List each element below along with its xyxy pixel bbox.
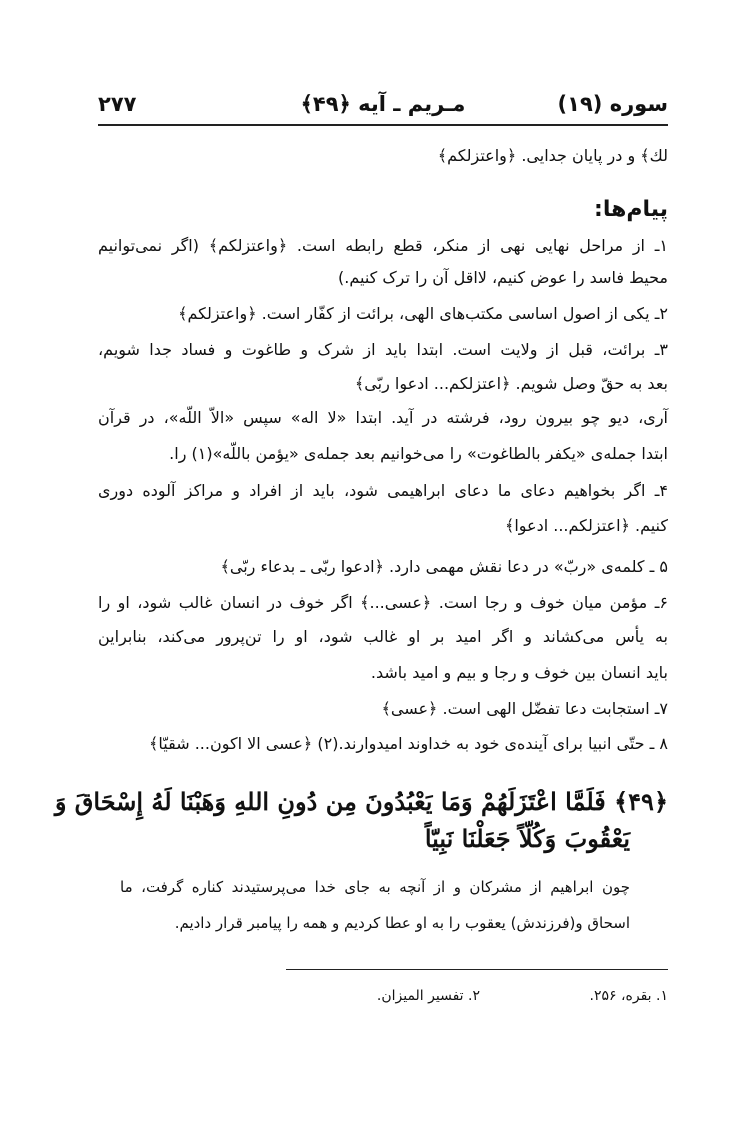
footnote-2: ۲. تفسير الميزان. xyxy=(376,988,480,1004)
message-line: كنيم. ﴿اعتزلكم... ادعوا﴾ xyxy=(504,516,668,535)
message-line: آرى، ديو چو بيرون رود، فرشته در آيد. ابتدا «لا اله» سپس «الاّ اللّه»، در قرآن xyxy=(98,408,668,427)
footnote-1: ۱. بقره، ۲۵۶. xyxy=(589,988,668,1004)
header-divider xyxy=(98,124,668,126)
header-title: مـريم ـ آيه ﴿۴۹﴾ xyxy=(300,92,466,116)
message-line: به يأس مى‌كشاند و اگر اميد بر او غالب شود، او را تن‌پرور مى‌كند، بنابراين xyxy=(98,627,668,646)
message-line: ۸ ـ حتّى انبيا براى آينده‌ى خود به خداوند اميدوارند.(۲) ﴿عسى الا اكون... شقيّا﴾ xyxy=(149,734,668,753)
message-line: ۵ ـ كلمه‌ى «ربّ» در دعا نقش مهمى دارد. ﴿ادعوا ربّى ـ بدعاء ربّى﴾ xyxy=(220,557,668,576)
message-line: ابتدا جمله‌ى «يكفر بالطاغوت» را مى‌خوانيم بعد جمله‌ى «يؤمن باللّه»(۱) را. xyxy=(169,444,668,463)
message-line: ۳ـ برائت، قبل از ولايت است. ابتدا بايد از شرک و طاغوت و فساد جدا شويم، xyxy=(98,340,668,359)
translation-line-2: اسحاق و(فرزندش) يعقوب را به او عطا كرديم و همه را پيامبر قرار داديم. xyxy=(174,914,630,932)
verse-line-1: ﴿۴۹﴾ فَلَمَّا اعْتَزَلَهُمْ وَمَا يَعْبُدُونَ مِن دُونِ اللهِ وَهَبْنَا لَهُ إِسْحَاقَ وَ xyxy=(54,787,668,816)
intro-line: لك﴾ و در پايان جدايى. ﴿واعتزلكم﴾ xyxy=(437,146,668,165)
message-line: بعد به حقّ وصل شويم. ﴿اعتزلكم... ادعوا ربّى﴾ xyxy=(354,374,668,393)
message-line: ۱ـ از مراحل نهايى نهى از منكر، قطع رابطه است. ﴿واعتزلكم﴾ (اگر نمى‌توانيم xyxy=(98,236,668,255)
message-line: محيط فاسد را عوض كنيم، لااقل آن را ترک كنيم.) xyxy=(338,268,668,287)
translation-line-1: چون ابراهيم از مشركان و از آنچه به جاى خدا مى‌پرستيدند كناره گرفت، ما xyxy=(120,878,630,896)
page-number: ۲۷۷ xyxy=(98,92,137,116)
running-header xyxy=(98,92,668,120)
surah-label: سوره (۱۹) xyxy=(557,92,668,116)
message-line: ۴ـ اگر بخواهيم دعاى ما دعاى ابراهيمى شود، بايد از افراد و مراكز آلوده دورى xyxy=(98,481,668,500)
messages-heading: پيام‌ها: xyxy=(594,197,668,222)
verse-line-2: يَعْقُوبَ وَكُلّاً جَعَلْنَا نَبِيّاً xyxy=(424,824,630,853)
message-line: بايد انسان بين خوف و رجا و بيم و اميد باشد. xyxy=(370,663,668,682)
message-line: ۷ـ استجابت دعا تفضّل الهى است. ﴿عسى﴾ xyxy=(381,699,668,718)
footnote-divider xyxy=(286,969,668,970)
message-line: ۲ـ يكى از اصول اساسى مكتب‌هاى الهى، برائت از كفّار است. ﴿واعتزلكم﴾ xyxy=(178,304,668,323)
message-line: ۶ـ مؤمن ميان خوف و رجا است. ﴿عسى...﴾ اگر خوف در انسان غالب شود، او را xyxy=(98,593,668,612)
